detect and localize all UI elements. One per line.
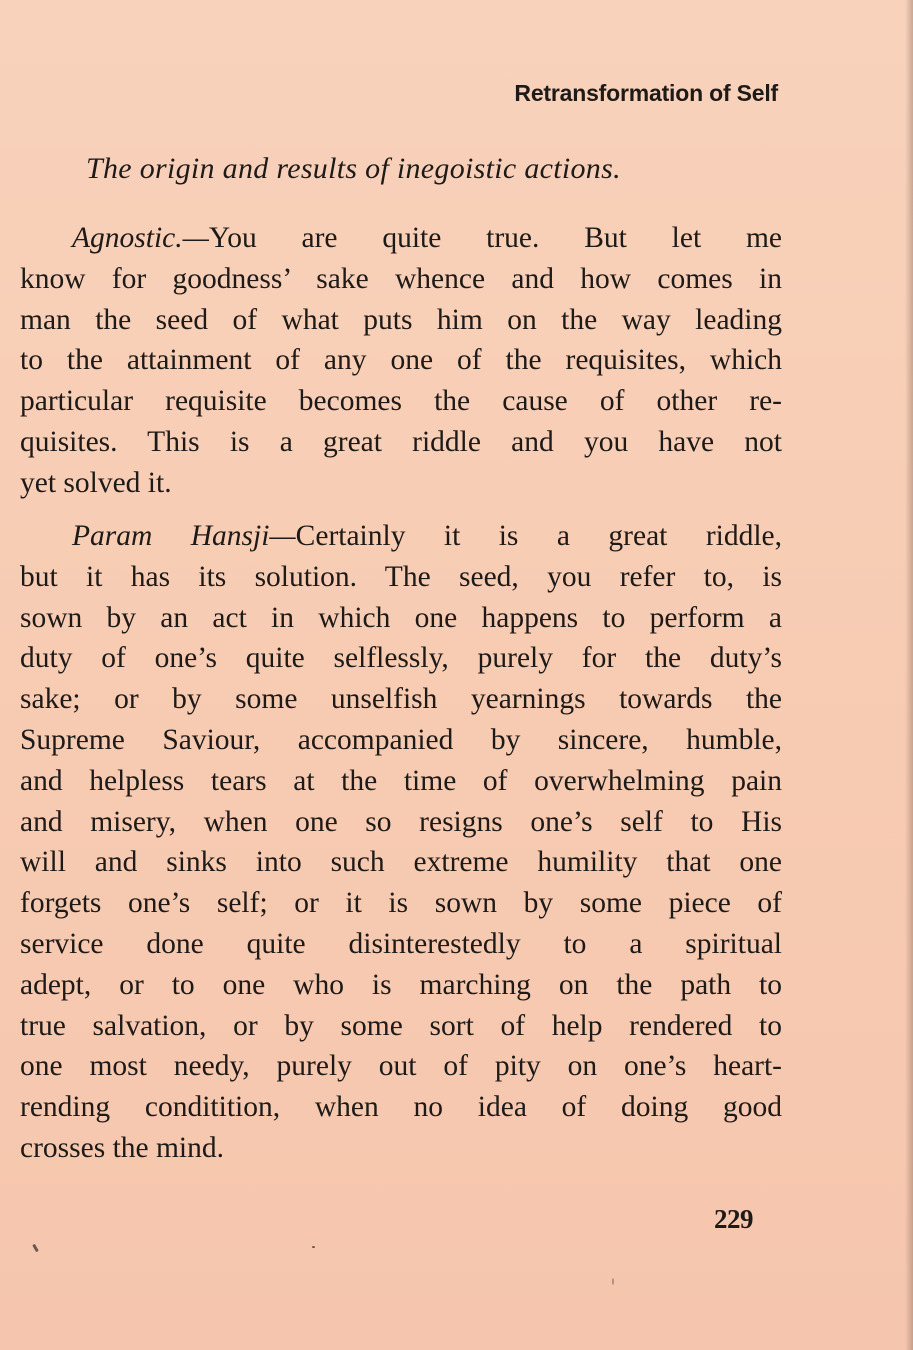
line-text: You are quite true. But let me xyxy=(208,222,782,254)
running-head: Retransformation of Self xyxy=(514,80,778,106)
text-line: but it has its solution. The seed, you refer to, is xyxy=(20,560,782,593)
page-number: 229 xyxy=(714,1204,753,1234)
text-line xyxy=(20,218,782,259)
text-line: and helpless tears at the time of overwhelming pain xyxy=(20,764,782,797)
line-text: Certainly it is a great riddle, xyxy=(295,520,782,552)
text-line: particular requisite becomes the cause of other re- xyxy=(20,385,782,418)
text-line: know for goodness’ sake whence and how comes in xyxy=(20,262,782,295)
text-line: true salvation, or by some sort of help rendered to xyxy=(20,1009,782,1042)
text-line: one most needy, purely out of pity on one’s heart- xyxy=(20,1050,782,1083)
paragraph-param-hansji xyxy=(20,516,782,1169)
section-subtitle: The origin and results of inegoistic actions. xyxy=(86,152,621,185)
text-line: and misery, when one so resigns one’s self to His xyxy=(20,805,782,838)
text-line xyxy=(20,516,782,557)
page-edge-shadow xyxy=(905,0,913,1350)
speaker-label: Param Hansji— xyxy=(72,520,296,552)
text-line: quisites. This is a great riddle and you have not xyxy=(20,425,782,458)
text-line: crosses the mind. xyxy=(20,1131,225,1164)
text-line: will and sinks into such extreme humility that one xyxy=(20,846,782,879)
speaker-label: Agnostic.— xyxy=(72,222,209,254)
text-line: sown by an act in which one happens to perform a xyxy=(20,601,782,634)
text-line: duty of one’s quite selflessly, purely for the duty’s xyxy=(20,642,782,675)
text-line: man the seed of what puts him on the way leading xyxy=(20,303,782,336)
paper-speck xyxy=(32,1244,39,1252)
paper-speck xyxy=(312,1246,315,1248)
paper-speck xyxy=(612,1278,614,1285)
text-line: adept, or to one who is marching on the path to xyxy=(20,968,782,1001)
text-line: service done quite disinterestedly to a spiritual xyxy=(20,927,782,960)
text-line: to the attainment of any one of the requisites, which xyxy=(20,344,782,377)
text-line: rending conditition, when no idea of doing good xyxy=(20,1091,782,1124)
paragraph-agnostic xyxy=(20,218,782,504)
text-line: yet solved it. xyxy=(20,466,172,499)
text-line: sake; or by some unselfish yearnings towards the xyxy=(20,683,782,716)
text-line: forgets one’s self; or it is sown by some piece of xyxy=(20,887,782,920)
text-line: Supreme Saviour, accompanied by sincere, humble, xyxy=(20,723,782,756)
